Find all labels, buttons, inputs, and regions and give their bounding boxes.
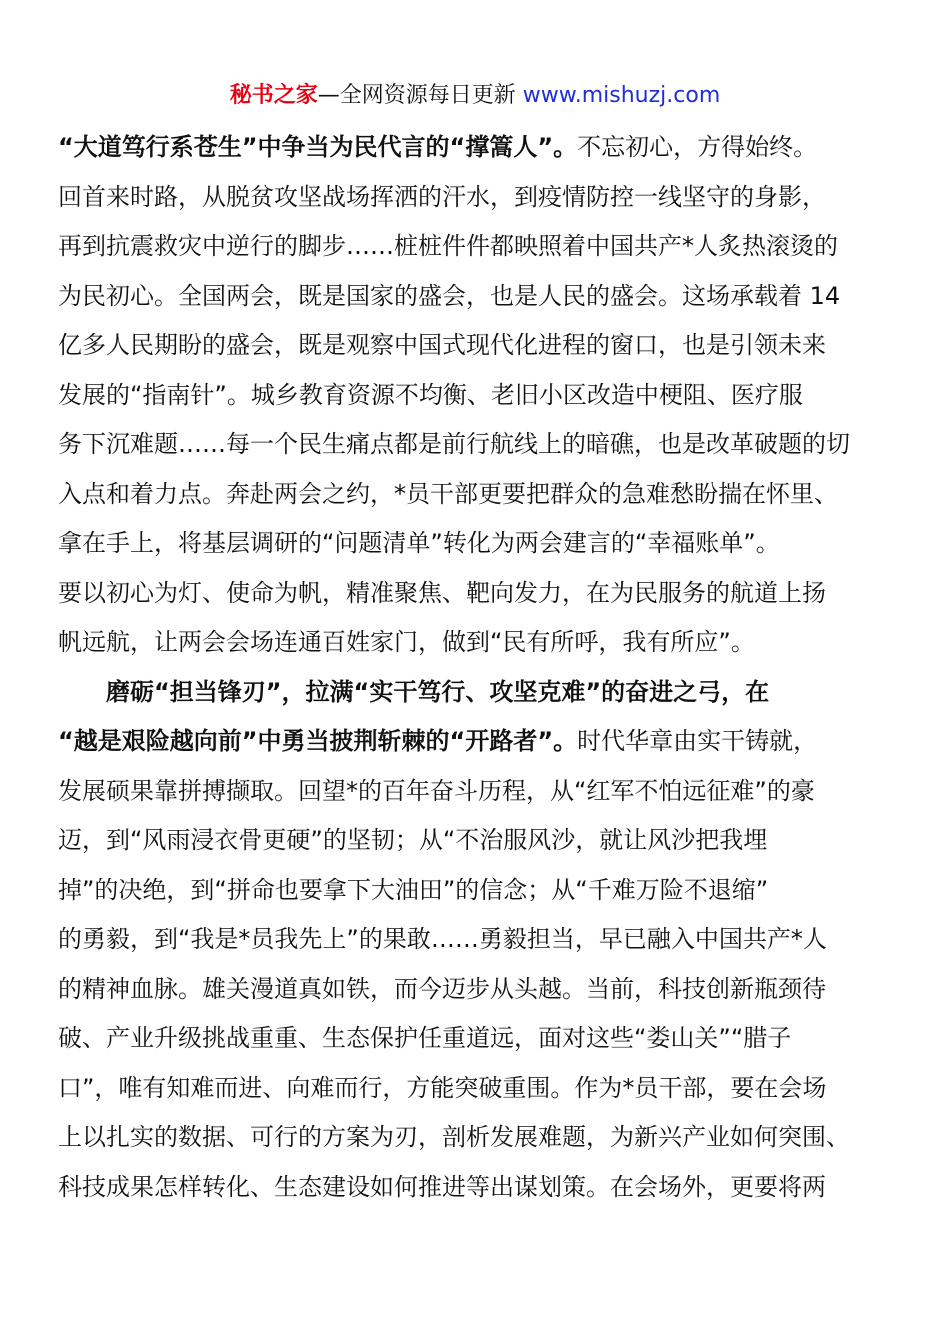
body-text: 上以扎实的数据、可行的方案为刃，剖析发展难题，为新兴产业如何突围、 xyxy=(58,1123,850,1151)
text-line xyxy=(58,1014,898,1064)
text-line xyxy=(58,816,898,866)
text-line xyxy=(58,569,898,619)
bold-heading-text: 磨砺“担当锋刃”，拉满“实干笃行、攻坚克难”的奋进之弓，在 xyxy=(106,677,770,706)
body-text: 口”，唯有知难而进、向难而行，方能突破重围。作为*员干部，要在会场 xyxy=(58,1073,827,1102)
bold-heading-text: “大道笃行系苍生”中争当为民代言的“撑篙人”。 xyxy=(58,133,578,161)
body-text: 科技成果怎样转化、生态建设如何推进等出谋划策。在会场外，更要将两 xyxy=(58,1172,826,1201)
text-line xyxy=(58,915,898,965)
body-text: 不忘初心，方得始终。 xyxy=(577,133,818,161)
body-text: 拿在手上，将基层调研的“问题清单”转化为两会建言的“幸福账单”。 xyxy=(58,529,780,557)
text-line xyxy=(58,965,898,1015)
body-text: 务下沉难题……每一个民生痛点都是前行航线上的暗礁，也是改革破题的切 xyxy=(58,430,850,458)
body-text: 破、产业升级挑战重重、生态保护任重道远，面对这些“娄山关”“腊子 xyxy=(58,1024,792,1052)
text-line xyxy=(58,668,898,718)
body-text: 发展硕果靠拼搏撷取。回望*的百年奋斗历程，从“红军不怕远征难”的豪 xyxy=(58,776,815,805)
body-text: 亿多人民期盼的盛会，既是观察中国式现代化进程的窗口，也是引领未来 xyxy=(58,331,826,359)
bold-heading-text: “越是艰险越向前”中勇当披荆斩棘的“开路者”。 xyxy=(58,727,578,755)
body-text: 入点和着力点。奔赴两会之约，*员干部更要把群众的急难愁盼揣在怀里、 xyxy=(58,479,838,508)
body-text: 时代华章由实干铸就， xyxy=(577,727,818,755)
site-url-link[interactable]: www.mishuzj.com xyxy=(522,83,721,108)
text-line xyxy=(58,717,898,767)
body-text: 迈，到“风雨浸衣骨更硬”的坚韧；从“不治服风沙，就让风沙把我埋 xyxy=(58,826,768,854)
body-text: 的勇毅，到“我是*员我先上”的果敢……勇毅担当，早已融入中国共产*人 xyxy=(58,925,827,953)
site-header xyxy=(0,80,950,112)
text-line xyxy=(58,272,898,322)
body-text: 再到抗震救灾中逆行的脚步……桩桩件件都映照着中国共产*人炙热滚烫的 xyxy=(58,232,838,260)
text-line xyxy=(58,519,898,569)
body-text: 要以初心为灯、使命为帆，精准聚焦、靶向发力，在为民服务的航道上扬 xyxy=(58,578,826,607)
text-line xyxy=(58,1064,898,1114)
text-line xyxy=(58,371,898,421)
body-text: 发展的“指南针”。城乡教育资源不均衡、老旧小区改造中梗阻、医疗服 xyxy=(58,380,803,409)
text-line xyxy=(58,866,898,916)
text-line xyxy=(58,222,898,272)
text-line xyxy=(58,470,898,520)
body-text: 帆远航，让两会会场连通百姓家门，做到“民有所呼，我有所应”。 xyxy=(58,628,755,656)
text-line xyxy=(58,173,898,223)
document-body xyxy=(58,123,898,1212)
body-text: 回首来时路，从脱贫攻坚战场挥洒的汗水，到疫情防控一线坚守的身影， xyxy=(58,182,826,211)
text-line xyxy=(58,767,898,817)
text-line xyxy=(58,1163,898,1213)
body-text: 的精神血脉。雄关漫道真如铁，而今迈步从头越。当前，科技创新瓶颈待 xyxy=(58,974,826,1003)
text-line xyxy=(58,1113,898,1163)
text-line xyxy=(58,618,898,668)
text-line xyxy=(58,123,898,173)
text-line xyxy=(58,321,898,371)
site-brand: 秘书之家 xyxy=(229,83,318,108)
body-text: 掉”的决绝，到“拼命也要拿下大油田”的信念；从“千难万险不退缩” xyxy=(58,875,769,904)
site-tagline: —全网资源每日更新 xyxy=(317,83,523,108)
text-line xyxy=(58,420,898,470)
body-text: 为民初心。全国两会，既是国家的盛会，也是人民的盛会。这场承载着 14 xyxy=(58,281,841,310)
